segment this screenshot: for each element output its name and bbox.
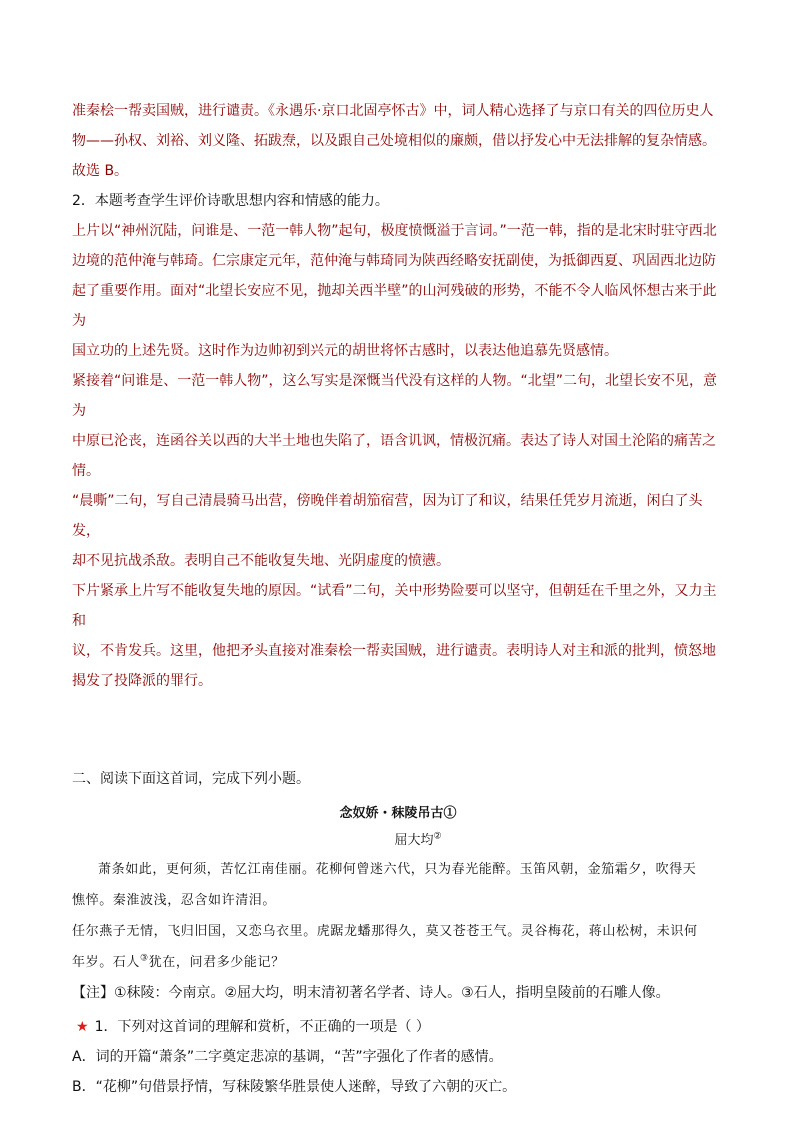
poem-line: 任尔燕子无情，飞归旧国，又恋乌衣里。虎踞龙蟠那得久，莫又苍苍王气。灵谷梅花，蒋山松树，未识何 [72, 924, 698, 939]
analysis-line: 国立功的上述先贤。这时作为边帅初到兴元的胡世将怀古感时，以表达他追慕先贤感情。 [72, 343, 618, 359]
analysis-line: 议，不肯发兵。这里，他把矛头直接对准秦桧一帮卖国贼，进行谴责。表明诗人对主和派的批判，愤怒地 [72, 643, 716, 659]
poem-author [112, 828, 724, 854]
analysis-line: 中原已沦丧，连函谷关以西的大半土地也失陷了，语含讥讽，情极沉痛。表达了诗人对国土沦陷的痛苦之 [72, 433, 716, 449]
poem-title: 念奴娇・秣陵吊古① [339, 806, 457, 821]
footnote-mark: ② [433, 831, 442, 842]
option-b: B．“花柳”句借景抒情，写秣陵繁华胜景使人迷醉，导致了六朝的灭亡。 [72, 1079, 517, 1095]
analysis-line: 揭发了投降派的罪行。 [72, 673, 212, 689]
footnote-mark: ③ [140, 953, 149, 964]
poem-text: 犹在，问君多少能记？ [148, 955, 285, 970]
poem-line: 萧条如此，更何须，苦忆江南佳丽。花柳何曾迷六代，只为春光能醉。玉笛风朝，金笳霜夕，吹得天 [98, 862, 697, 877]
analysis-line: 紧接着“问谁是、一范一韩人物”，这么写实是深慨当代没有这样的人物。“北望”二句，北望长安不见，意为 [72, 373, 718, 419]
poem-line: 憔悴。秦淮波浅，忍含如许清泪。 [72, 893, 277, 908]
question-stem [72, 1012, 724, 1042]
answer-line: 物——孙权、刘裕、刘义隆、拓跋焘，以及跟自己处境相似的廉颇，借以抒发心中无法排解的复杂情感。 [72, 133, 716, 149]
poem-text: 年岁。石人 [72, 955, 141, 970]
section-heading: 二、阅读下面这首词，完成下列小题。 [72, 771, 310, 787]
analysis-line: 边境的范仲淹与韩琦。仁宗康定元年，范仲淹与韩琦同为陕西经略安抚副使，为抵御西夏、巩固西北边防 [72, 253, 716, 269]
question-text: 1．下列对这首词的理解和赏析，不正确的一项是（ ） [94, 1019, 430, 1035]
annotation-note: 【注】①秣陵：今南京。②屈大均，明末清初著名学者、诗人。③石人，指明皇陵前的石雕人像。 [72, 985, 670, 1001]
analysis-heading: 2．本题考查学生评价诗歌思想内容和情感的能力。 [72, 193, 389, 209]
poem-line [72, 947, 724, 978]
analysis-line: 却不见抗战杀敌。表明自己不能收复失地、光阴虚度的愤懑。 [72, 553, 450, 569]
answer-line: 故选 B。 [72, 163, 129, 179]
answer-line: 准秦桧一帮卖国贼，进行谴责。《永遇乐·京口北固亭怀古》中，词人精心选择了与京口有关的四位历史人 [72, 103, 714, 119]
analysis-line: 起了重要作用。面对“北望长安应不见，抛却关西半壁”的山河残破的形势，不能不令人临风怀想古来于此为 [72, 283, 717, 329]
analysis-line: 上片以“神州沉陆，问谁是、一范一韩人物”起句，极度愤慨溢于言词。”一范一韩，指的是北宋时驻守西北 [72, 223, 717, 239]
analysis-line: 情。 [72, 463, 100, 479]
star-icon: ★ [76, 1019, 89, 1035]
analysis-line: “晨嘶”二句，写自己清晨骑马出营，傍晚伴着胡笳宿营，因为订了和议，结果任凭岁月流逝，闲白了头发， [72, 493, 703, 539]
analysis-line: 下片紧承上片写不能收复失地的原因。“试看”二句，关中形势险要可以坚守，但朝廷在千里之外，又力主和 [72, 583, 717, 629]
option-a: A．词的开篇“萧条”二字奠定悲凉的基调，“苦”字强化了作者的感情。 [72, 1049, 503, 1065]
author-name: 屈大均 [394, 833, 434, 848]
document-page [72, 96, 724, 1102]
